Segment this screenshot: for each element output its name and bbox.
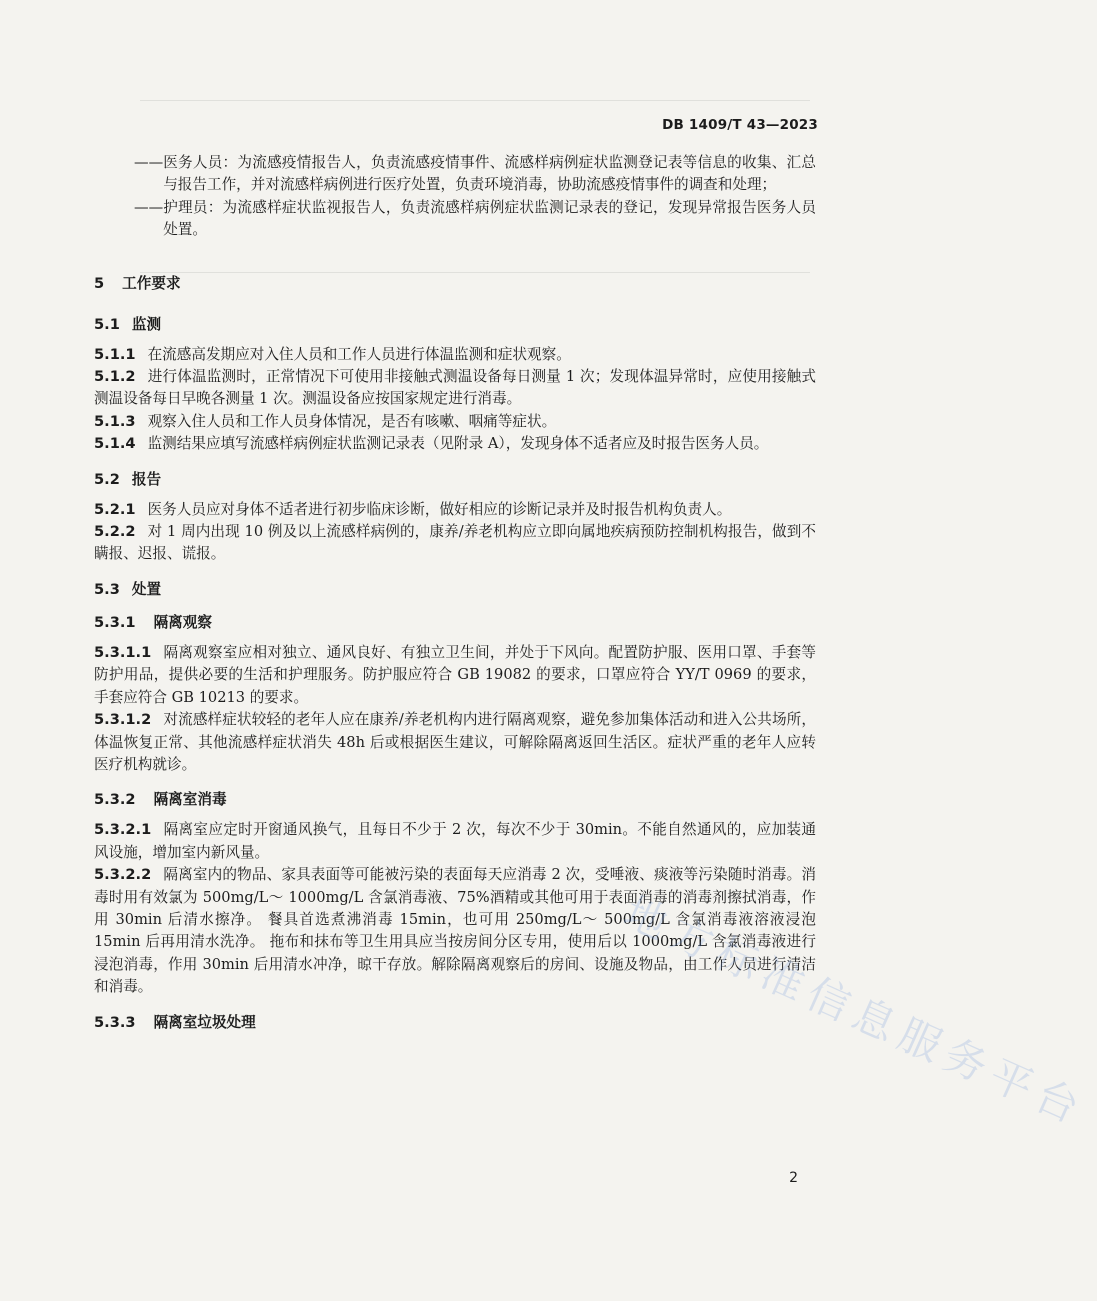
clause-text: 隔离室内的物品、家具表面等可能被污染的表面每天应消毒 2 次，受唾液、痰液等污染随时消毒。消毒时用有效氯为 500mg/L～ 1000mg/L 含氯消毒液、75%酒精或其他可用于表面消毒的消毒剂擦拭消毒，作用 30min 后清水擦净。 餐具首选煮沸消毒 15min，也可用 250mg/L～ 500mg/L 含氯消毒液溶液浸泡 15min 后再用清水洗净。 拖布和抹布等卫生用具应当按房间分区专用，使用后以 1000mg/L 含氯消毒液进行浸泡消毒，作用 30min 后用清水冲净，晾干存放。解除隔离观察后的房间、设施及物品，由工作人员进行清洁和消毒。 [94,866,816,996]
clause-text: 观察入住人员和工作人员身体情况，是否有咳嗽、咽痛等症状。 [147,412,557,430]
clause-text: 医务人员应对身体不适者进行初步临床诊断，做好相应的诊断记录并及时报告机构负责人。 [147,500,732,518]
section-heading-5 [94,272,816,293]
role-caregiver [94,197,816,242]
clause-5-2-1 [94,499,816,521]
clause-text: 监测结果应填写流感样病例症状监测记录表（见附录 A），发现身体不适者应及时报告医务人员。 [147,435,769,453]
clause-5-1-2 [94,366,816,411]
section-title: 隔离室垃圾处理 [153,1013,256,1031]
clause-text: 对 1 周内出现 10 例及以上流感样病例的，康养/养老机构应立即向属地疾病预防控制机构报告，做到不瞒报、迟报、谎报。 [94,523,816,563]
section-title: 工作要求 [122,274,181,292]
section-heading-5-3-1 [94,611,816,632]
clause-number: 5.3.2.1 [94,821,152,839]
clause-number: 5.3.1.1 [94,643,152,661]
page-number: 2 [789,1170,798,1186]
section-heading-5-1 [94,313,816,334]
section-title: 报告 [131,470,162,488]
clause-number: 5.1.1 [94,345,136,363]
section-heading-5-3 [94,578,816,599]
section-number: 5.3 [94,580,120,598]
section-number: 5 [94,274,105,292]
clause-number: 5.1.4 [94,435,136,453]
section-number: 5.2 [94,470,120,488]
clause-5-1-3 [94,411,816,433]
section-number: 5.1 [94,315,120,333]
role-medical-staff [94,152,816,197]
clause-text: 在流感高发期应对入住人员和工作人员进行体温监测和症状观察。 [147,345,571,363]
section-title: 隔离室消毒 [153,791,227,809]
section-title: 处置 [131,580,162,598]
clause-5-1-4 [94,433,816,455]
section-heading-5-3-2 [94,788,816,809]
clause-5-3-1-1 [94,642,816,709]
section-heading-5-3-3 [94,1011,816,1032]
clause-5-2-2 [94,521,816,566]
dash-mark: —— [134,154,164,171]
section-number: 5.3.3 [94,1013,136,1031]
clause-number: 5.2.2 [94,523,136,541]
section-number: 5.3.2 [94,791,136,809]
role-text: 护理员：为流感样症状监视报告人，负责流感样病例症状监测记录表的登记，发现异常报告医务人员处置。 [163,198,816,239]
document-code: DB 1409/T 43—2023 [662,117,818,133]
clause-text: 对流感样症状较轻的老年人应在康养/养老机构内进行隔离观察，避免参加集体活动和进入公共场所，体温恢复正常、其他流感样症状消失 48h 后或根据医生建议，可解除隔离返回生活区。症状严重的老年人应转医疗机构就诊。 [94,711,816,773]
section-title: 隔离观察 [153,613,212,631]
clause-5-3-1-2 [94,709,816,776]
clause-number: 5.3.2.2 [94,866,152,884]
clause-number: 5.1.2 [94,368,136,386]
clause-5-3-2-1 [94,819,816,864]
clause-text: 进行体温监测时，正常情况下可使用非接触式测温设备每日测量 1 次；发现体温异常时，应使用接触式测温设备每日早晚各测量 1 次。测温设备应按国家规定进行消毒。 [94,368,816,408]
clause-5-1-1 [94,344,816,366]
section-number: 5.3.1 [94,613,136,631]
scan-artifact [140,100,810,101]
dash-mark: —— [134,198,164,216]
role-text: 医务人员：为流感疫情报告人，负责流感疫情事件、流感样病例症状监测登记表等信息的收集、汇总与报告工作，并对流感样病例进行医疗处置，负责环境消毒，协助流感疫情事件的调查和处理； [163,154,816,194]
clause-number: 5.2.1 [94,500,136,518]
document-body [94,152,816,1042]
clause-number: 5.3.1.2 [94,711,152,729]
section-title: 监测 [131,315,162,333]
clause-number: 5.1.3 [94,412,136,430]
watermark: 地方标准信息服务平台 [616,887,1094,1136]
section-heading-5-2 [94,468,816,489]
clause-text: 隔离室应定时开窗通风换气，且每日不少于 2 次，每次不少于 30min。不能自然通风的，应加装通风设施，增加室内新风量。 [94,821,816,861]
clause-text: 隔离观察室应相对独立、通风良好、有独立卫生间，并处于下风向。配置防护服、医用口罩、手套等防护用品，提供必要的生活和护理服务。防护服应符合 GB 19082 的要求，口罩应符合 YY/T 0969 的要求，手套应符合 GB 10213 的要求。 [94,643,816,706]
